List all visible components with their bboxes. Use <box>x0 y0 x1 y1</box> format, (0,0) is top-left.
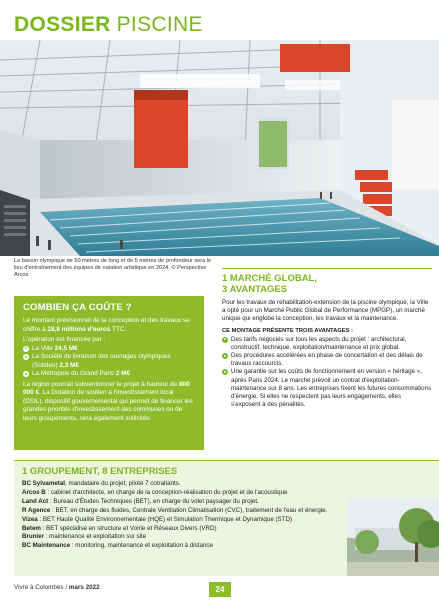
funder-name: La Société de livraison des ouvrages olympiques (Solideo) <box>32 353 171 369</box>
arrow-bullet-icon <box>23 346 29 352</box>
funder-item <box>23 345 195 354</box>
company-name: R Agence <box>22 506 51 514</box>
funder-amount: 2,3 M€ <box>59 361 79 369</box>
arrow-bullet-icon <box>222 369 228 375</box>
arrow-bullet-icon <box>23 354 29 360</box>
market-section <box>222 268 432 409</box>
company-line <box>22 480 352 489</box>
image-caption: Le bassin olympique de 50 mètres de long et de 5 mètres de profondeur sera le lieu d'entraînement des équipes de natation artistique en 2024. © Perspective Arcos <box>14 258 212 278</box>
company-list <box>22 480 352 551</box>
market-body: Pour les travaux de réhabilitation-extension de la piscine olympique, la Ville a opté pour un Marché Public Global de Performance (MPGP), un marché unique qui englobe la conception, les travaux et la maintenance. <box>222 299 429 323</box>
market-title <box>222 273 432 295</box>
funder-item <box>23 353 195 370</box>
funder-amount: 2 M€ <box>115 370 131 377</box>
region-amount: 800 000 € <box>23 380 190 396</box>
page-header <box>0 0 439 44</box>
funder-amount: 24,5 M€ <box>54 344 78 352</box>
advantage-text: Des procédures accélérées en phase de concertation et des délais de travaux raccourcis. <box>231 352 423 368</box>
company-name: Vizea <box>22 515 38 523</box>
landscape-rendering-image <box>347 498 439 576</box>
company-desc: : Bureau d'Études Techniques (BET), en charge du volet paysager du projet. <box>48 497 259 505</box>
company-line <box>22 533 352 542</box>
company-line <box>22 516 352 525</box>
cost-box-title: COMBIEN ÇA COÛTE ? <box>23 302 132 313</box>
section-divider <box>222 268 432 269</box>
funder-item <box>23 370 195 379</box>
market-title-line2: 3 AVANTAGES <box>222 284 288 295</box>
arrow-bullet-icon <box>23 371 29 377</box>
issue-date: mars 2022 <box>68 584 100 591</box>
company-desc: , mandataire du projet, pilote 7 cotraitants. <box>65 480 181 487</box>
advantage-text: Une garantie sur les coûts de fonctionnement en version « héritage », après Paris 2024. Le marché prévoit un contrat d'exploitation-maintenance sur 8 ans. Les entreprises fixent les futures consommations d'énergie. Si elles ne respectent pas leurs engagements, elles s'exposent à des pénalités. <box>231 368 432 409</box>
region-text <box>23 381 195 424</box>
company-desc: : cabinet d'architecte, en charge de la conception-réalisation du projet et de l'acoustique <box>45 488 288 496</box>
funder-name: La Métropole du Grand Paris <box>32 370 116 377</box>
company-line <box>22 525 352 534</box>
company-name: Brunier <box>22 533 45 541</box>
pool-rendering-image <box>0 40 439 256</box>
group-section <box>14 460 439 576</box>
company-name: Betem <box>22 524 41 532</box>
company-line <box>22 498 352 507</box>
company-desc: : monitoring, maintenance et exploitation à distance <box>70 542 213 550</box>
region-text-b: . La Dotation de soutien à l'investissement local (DSIL), dispositif gouvernemental qui permet de financer les grandes priorités d'investissement des communes ou de leurs groupements, sera également sollicitée. <box>23 389 193 422</box>
company-desc: : BET, en charge des fluides, Centrale Ventilation Climatisation (CVC), traitement de l'eau et énergie. <box>50 506 328 514</box>
market-title-line1: 1 MARCHÉ GLOBAL, <box>222 273 317 284</box>
page-footer <box>0 582 439 600</box>
arrow-bullet-icon <box>222 353 228 359</box>
page-number: 24 <box>209 582 231 597</box>
footer-magazine: Vivre à Colombes / mars 2022 <box>14 584 100 591</box>
company-desc: : BET spécialisé en structure et Voirie et Réseaux Divers (VRD) <box>40 524 217 532</box>
cost-intro-amount: 28,8 millions d'euros <box>47 325 111 333</box>
advantage-item <box>222 368 432 409</box>
cost-box <box>14 296 204 450</box>
company-desc: : maintenance et exploitation sur site <box>44 533 147 541</box>
funder-name: La Ville <box>32 344 55 352</box>
title-light: PISCINE <box>116 13 203 36</box>
company-line <box>22 542 352 551</box>
advantages-heading: CE MONTAGE PRÉSENTE TROIS AVANTAGES : <box>222 327 354 334</box>
page-title <box>14 13 203 37</box>
company-name: BC Maintenance <box>22 542 71 550</box>
arrow-bullet-icon <box>222 337 228 343</box>
company-name: BC Sylvametal <box>22 480 65 487</box>
cost-intro <box>23 317 195 334</box>
advantage-item <box>222 336 432 352</box>
advantage-text: Des tarifs négociés sur tous les aspects du projet : architectural, constructif, technique, exploitation/maintenance et prix global. <box>231 335 407 351</box>
magazine-name: Vivre à Colombes <box>14 584 64 591</box>
company-desc: : BET Haute Qualité Environnementale (HQE) et Simulation Thermique et Dynamique (STD) <box>37 515 292 523</box>
company-line <box>22 489 352 498</box>
cost-intro-end: TTC. <box>110 325 127 333</box>
cost-intro-text: Le montant prévisionnel de la conception et des travaux se chiffre à <box>23 317 190 333</box>
group-title: 1 GROUPEMENT, 8 ENTREPRISES <box>22 466 178 477</box>
company-name: Land Act <box>22 497 49 505</box>
company-name: Arcos B <box>22 488 46 496</box>
advantage-item <box>222 352 432 368</box>
region-text-a: La région pourrait subventionner le projet à hauteur de <box>23 380 179 388</box>
section-divider <box>14 460 439 461</box>
financing-label: L'opération est financée par : <box>23 336 106 343</box>
title-bold: DOSSIER <box>14 13 111 36</box>
company-line <box>22 507 352 516</box>
